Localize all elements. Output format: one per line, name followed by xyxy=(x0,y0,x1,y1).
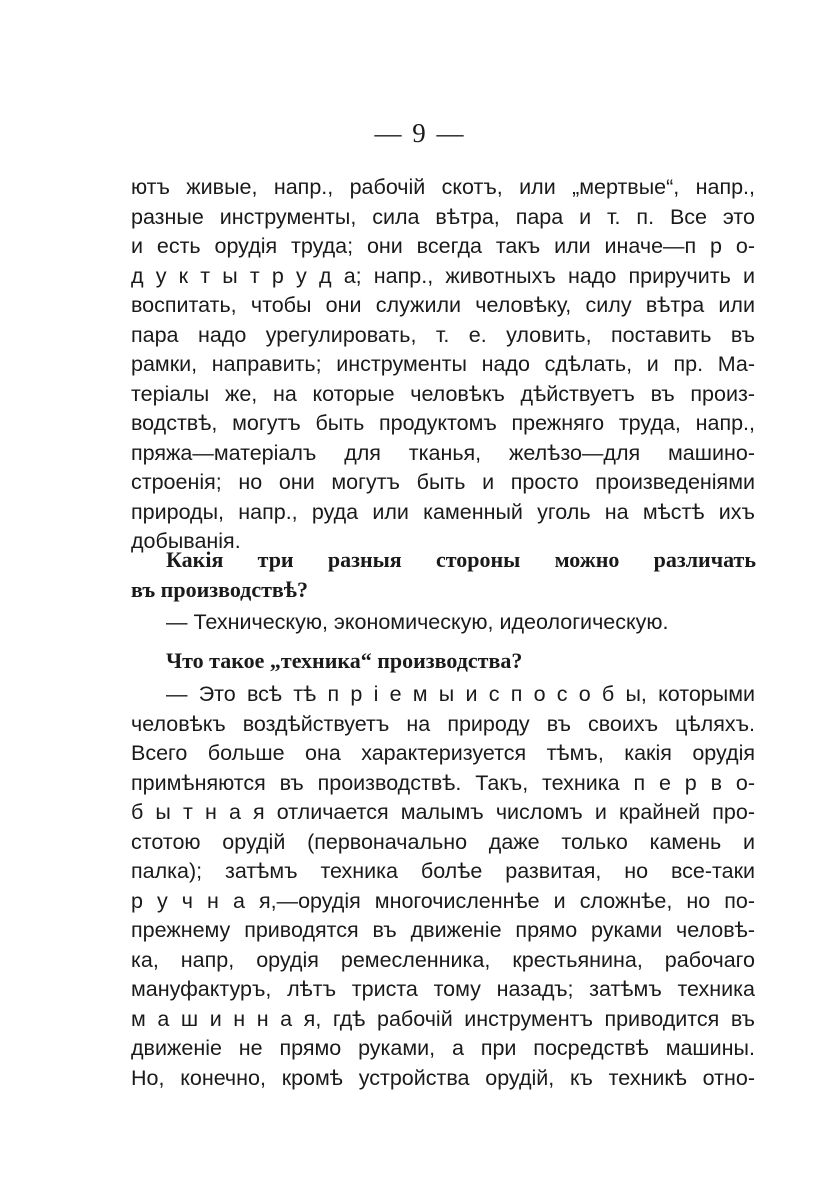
paragraph-1 xyxy=(131,173,755,557)
text-line: добыванія. xyxy=(131,529,241,553)
text-line: движеніе не прямо руками, а при посредствѣ машины. xyxy=(131,1036,755,1060)
text-line: р у ч н а я,—орудія многочисленнѣе и сложнѣе, но по- xyxy=(131,888,755,913)
heading-line: Что такое „техника“ производства? xyxy=(166,648,523,673)
text-line: пара надо урегулировать, т. е. уловить, поставить въ xyxy=(131,322,755,347)
text-line: водствѣ, могутъ быть продуктомъ прежняго труда, напр., xyxy=(131,411,755,435)
text-line: Всего больше она характеризуется тѣмъ, какія орудія xyxy=(131,741,755,765)
text-line: строенія; но они могутъ быть и просто произведеніями xyxy=(131,470,755,494)
heading-line: въ производствѣ? xyxy=(131,576,308,602)
text-line: стотою орудій (первоначально даже только камень и xyxy=(131,829,755,854)
text-line: ка, напр, орудія ремесленника, крестьянина, рабочаго xyxy=(131,947,755,972)
text-line: прежнему приводятся въ движеніе прямо руками человѣ- xyxy=(131,918,755,942)
text-line: — Это всѣ тѣ п р і е м ы и с п о с о б ы, которыми xyxy=(166,682,755,706)
paragraph-2 xyxy=(131,680,755,1093)
text-line: воспитать, чтобы они служили человѣку, силу вѣтра или xyxy=(131,293,755,317)
text-line: д у к т ы т р у д а; напр., животныхъ надо приручить и xyxy=(131,263,755,288)
text-line: пряжа—матеріалъ для тканья, желѣзо—для машино- xyxy=(131,440,755,465)
text-line: теріалы же, на которые человѣкъ дѣйствуетъ въ произ- xyxy=(131,381,755,406)
text-line: природы, напр., руда или каменный уголь на мѣстѣ ихъ xyxy=(131,499,755,524)
text-line: ютъ живые, напр., рабочій скотъ, или „мертвые“, напр., xyxy=(131,175,755,199)
text-line: б ы т н а я отличается малымъ числомъ и крайней про- xyxy=(131,800,755,824)
text-line: разные инструменты, сила вѣтра, пара и т. п. Все это xyxy=(131,204,755,229)
page-number: — 9 — xyxy=(374,118,466,148)
heading-line: Какія три разныя стороны можно различать xyxy=(166,547,756,572)
text-line: примѣняются въ производствѣ. Такъ, техника п е р в о- xyxy=(131,770,755,795)
question-heading-2 xyxy=(166,646,756,676)
text-line: и есть орудія труда; они всегда такъ или иначе—п р о- xyxy=(131,234,755,258)
text-line: палка); затѣмъ техника болѣе развитая, но все-таки xyxy=(131,859,755,883)
text-line: мануфактуръ, лѣтъ триста тому назадъ; затѣмъ техника xyxy=(131,977,755,1001)
text-line: человѣкъ воздѣйствуетъ на природу въ своихъ цѣляхъ. xyxy=(131,711,755,736)
text-line: Но, конечно, кромѣ устройства орудій, къ техникѣ отно- xyxy=(131,1065,755,1090)
answer-1: — Техническую, экономическую, идеологическую. xyxy=(166,610,669,634)
question-heading-1 xyxy=(131,545,756,604)
text-line: м а ш и н н а я, гдѣ рабочій инструментъ приводится въ xyxy=(131,1006,755,1031)
text-line: рамки, направить; инструменты надо сдѣлать, и пр. Ма- xyxy=(131,352,755,376)
